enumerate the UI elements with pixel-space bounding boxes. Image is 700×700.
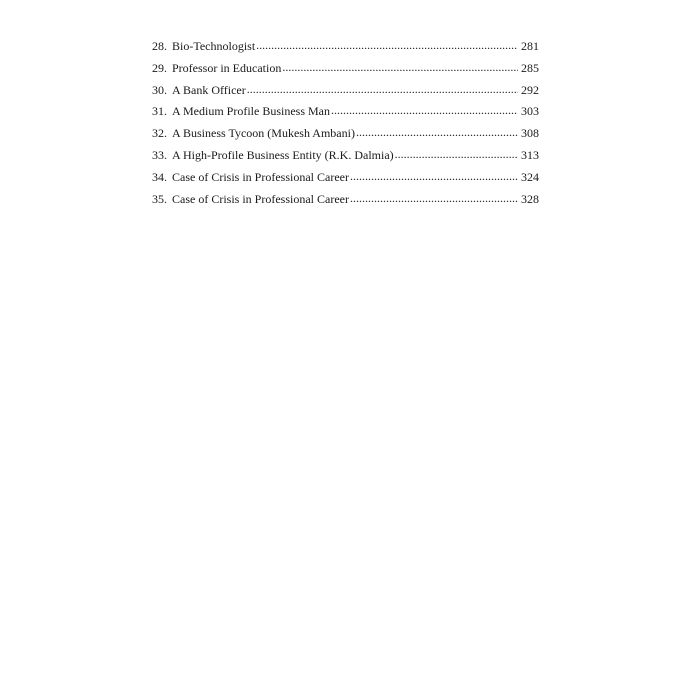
toc-entry-title: Bio-Technologist (172, 39, 256, 53)
toc-dot-leader (350, 188, 518, 210)
toc-entry-number: 29. (152, 60, 167, 75)
toc-entry-title: Case of Crisis in Professional Career (172, 191, 349, 206)
toc-entry-number: 35. (152, 191, 167, 206)
toc-dot-leader (282, 57, 518, 79)
toc-entry-number: 31. (152, 104, 167, 119)
toc-entry-title: Professor in Education (172, 60, 282, 75)
toc-entry-page: 303 (521, 104, 539, 119)
toc-entry-page: 328 (521, 191, 539, 206)
toc-entry-title: A High-Profile Business Entity (R.K. Dalmia) (172, 147, 394, 162)
toc-entry-page: 313 (521, 147, 539, 162)
toc-entry-number: 34. (152, 169, 167, 184)
toc-dot-leader (395, 144, 518, 166)
toc-dot-leader (256, 35, 518, 57)
toc-dot-leader (356, 122, 518, 144)
toc-dot-leader (350, 166, 518, 188)
toc-entry (152, 189, 539, 211)
toc-dot-leader (247, 79, 518, 101)
toc-entry-page: 324 (521, 169, 539, 184)
toc-entry (152, 36, 539, 58)
table-of-contents (152, 36, 539, 210)
toc-entry (152, 167, 539, 189)
toc-entry-page: 285 (521, 60, 539, 75)
toc-entry (152, 145, 539, 167)
toc-entry-title: A Medium Profile Business Man (172, 104, 330, 119)
toc-entry (152, 123, 539, 145)
toc-entry-number: 33. (152, 147, 167, 162)
toc-dot-leader (331, 100, 518, 122)
toc-entry-number: 32. (152, 126, 167, 141)
toc-entry-number: 28. (152, 39, 167, 53)
toc-entry-title: A Bank Officer (172, 82, 246, 97)
toc-entry-title: A Business Tycoon (Mukesh Ambani) (172, 126, 355, 141)
toc-entry-page: 292 (521, 82, 539, 97)
toc-entry (152, 80, 539, 102)
toc-entry-page: 281 (521, 39, 539, 53)
toc-entry-number: 30. (152, 82, 167, 97)
toc-entry (152, 58, 539, 80)
toc-entry (152, 101, 539, 123)
toc-entry-page: 308 (521, 126, 539, 141)
toc-entry-title: Case of Crisis in Professional Career (172, 169, 349, 184)
